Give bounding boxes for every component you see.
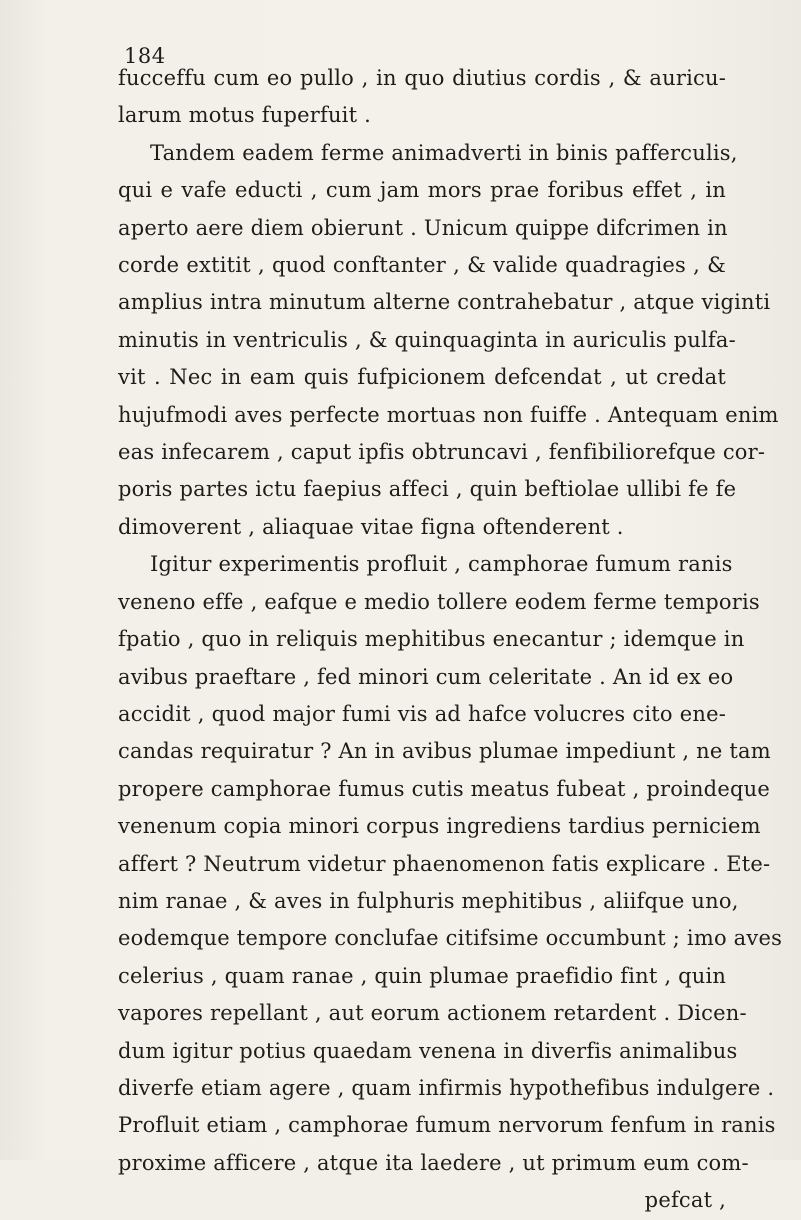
text-line: avibus praeftare , fed minori cum celeritate . An id ex eo — [118, 664, 734, 689]
text-line: dimoverent , aliaquae vitae figna oftenderent . — [118, 514, 624, 539]
text-line: celerius , quam ranae , quin plumae praefidio fint , quin — [118, 963, 727, 988]
text-line: amplius intra minutum alterne contrahebatur , atque viginti — [118, 290, 771, 315]
text-line: fucceffu cum eo pullo , in quo diutius cordis , & auricu- — [118, 66, 726, 90]
catchword: pefcat , — [644, 1188, 726, 1213]
text-line: proxime afficere , atque ita laedere , ut primum eum com- — [118, 1150, 749, 1175]
text-line: eas infecarem , caput ipfis obtruncavi , fenfibiliorefque cor- — [118, 440, 766, 465]
text-line: Tandem eadem ferme animadverti in binis pafferculis, — [150, 140, 738, 165]
text-line: poris partes ictu faepius affeci , quin beftiolae ullibi fe fe — [118, 477, 737, 502]
text-line: venenum copia minori corpus ingrediens tardius perniciem — [118, 814, 761, 839]
text-line: candas requiratur ? An in avibus plumae impediunt , ne tam — [118, 739, 771, 764]
text-line: diverfe etiam agere , quam infirmis hypothefibus indulgere . — [118, 1075, 775, 1100]
text-line: fpatio , quo in reliquis mephitibus enecantur ; idemque in — [118, 627, 745, 652]
text-line: vit . Nec in eam quis fufpicionem defcendat , ut credat — [118, 365, 726, 390]
text-line: dum igitur potius quaedam venena in diverfis animalibus — [118, 1038, 738, 1063]
text-line: minutis in ventriculis , & quinquaginta in auriculis pulfa- — [118, 327, 736, 352]
text-line: Igitur experimentis profluit , camphorae fumum ranis — [150, 552, 733, 577]
text-line: corde extitit , quod conftanter , & valide quadragies , & — [118, 253, 726, 278]
text-line: nim ranae , & aves in fulphuris mephitibus , aliifque uno, — [118, 888, 739, 913]
text-line: hujufmodi aves perfecte mortuas non fuiffe . Antequam enim — [118, 402, 779, 427]
text-line: aperto aere diem obierunt . Unicum quippe difcrimen in — [118, 215, 728, 240]
body-text — [118, 60, 783, 1220]
text-line: eodemque tempore conclufae citifsime occumbunt ; imo aves — [118, 926, 783, 951]
text-line: accidit , quod major fumi vis ad hafce volucres cito ene- — [118, 701, 726, 726]
text-line: vapores repellant , aut eorum actionem retardent . Dicen- — [118, 1001, 747, 1026]
text-line: propere camphorae fumus cutis meatus fubeat , proindeque — [118, 776, 770, 801]
page-number: 184 — [124, 44, 166, 68]
text-line: affert ? Neutrum videtur phaenomenon fatis explicare . Ete- — [118, 851, 771, 876]
text-line: veneno effe , eafque e medio tollere eodem ferme temporis — [118, 589, 760, 614]
text-line: qui e vafe educti , cum jam mors prae foribus effet , in — [118, 178, 726, 203]
text-line: Profluit etiam , camphorae fumum nervorum fenfum in ranis — [118, 1113, 776, 1138]
text-line: larum motus fuperfuit . — [118, 103, 371, 128]
